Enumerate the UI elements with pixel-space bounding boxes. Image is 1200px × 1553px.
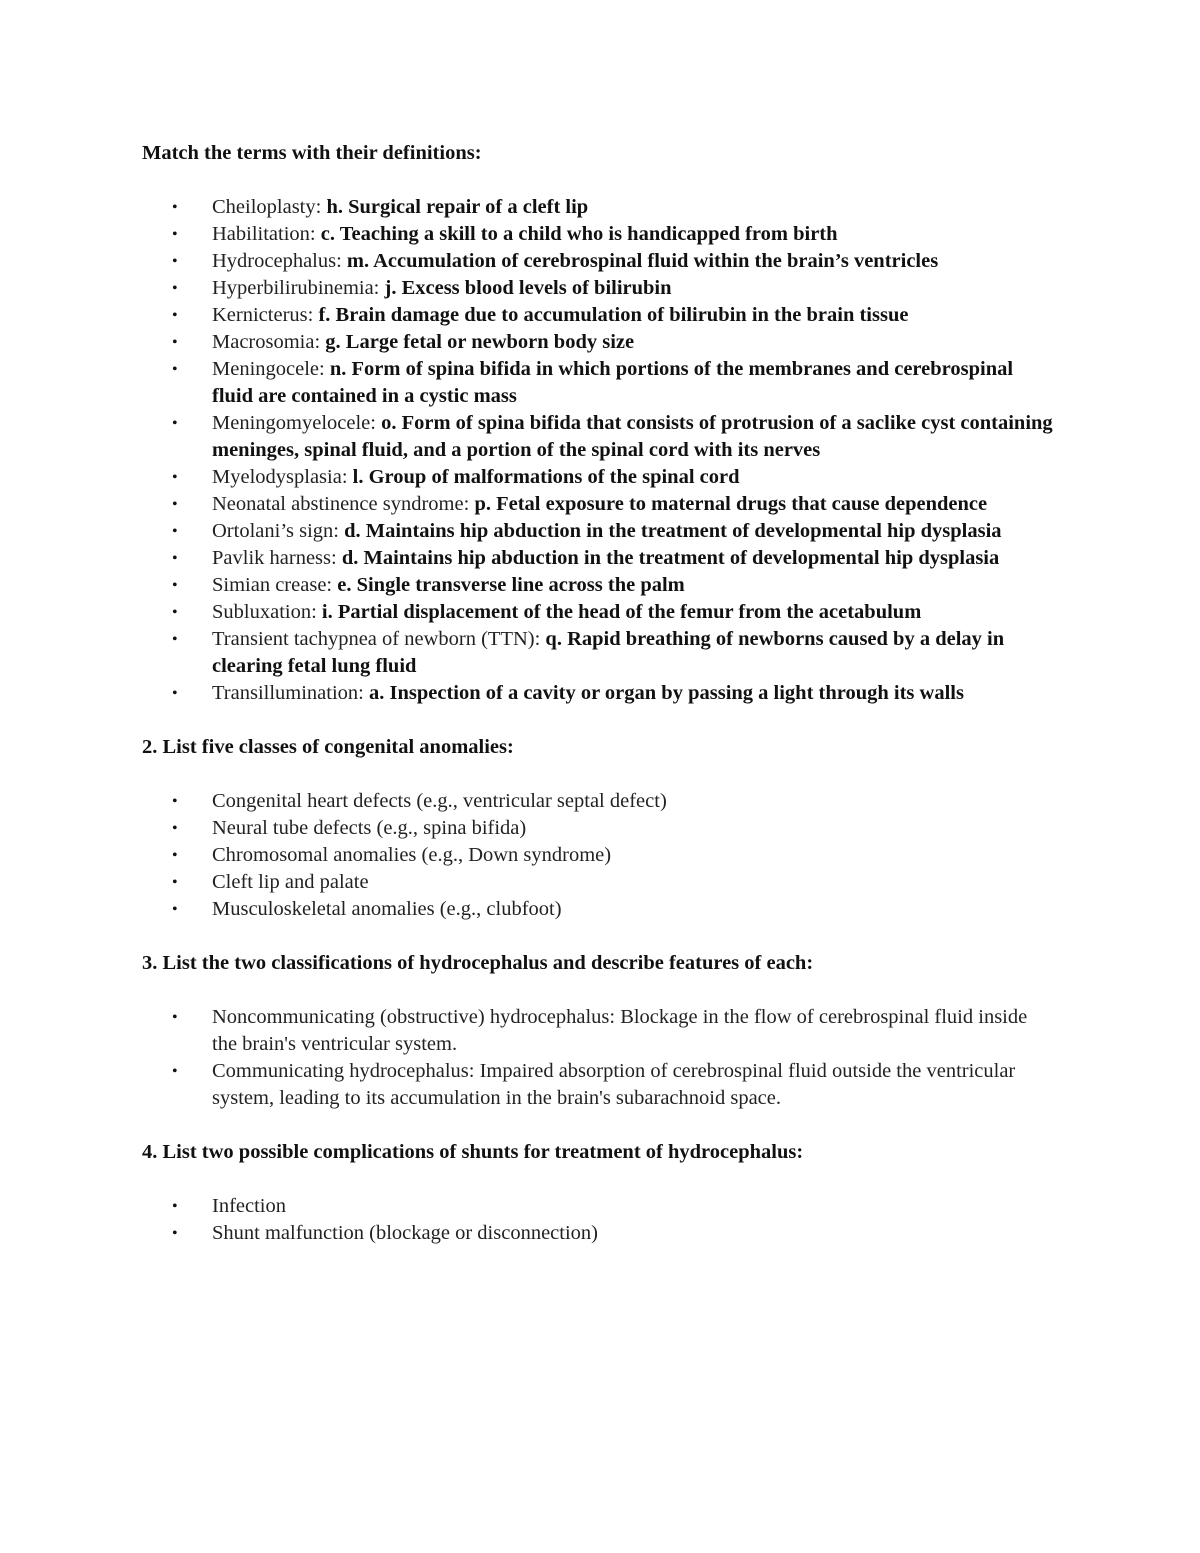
term-label: Subluxation: [212,601,322,623]
bullet-icon: • [172,1009,178,1026]
list-item-text: Neural tube defects (e.g., spina bifida) [212,817,527,839]
bullet-icon: • [172,550,178,567]
section-match-terms [142,140,1057,707]
list-item [142,545,1057,572]
list-item [142,491,1057,518]
list-item [142,815,1057,842]
classification-list [142,1004,1057,1112]
list-item-text: Congenital heart defects (e.g., ventricular septal defect) [212,790,667,812]
section-congenital-anomalies [142,734,1057,923]
list-item-text: Cleft lip and palate [212,871,369,893]
bullet-icon: • [172,307,178,324]
definition-text: f. Brain damage due to accumulation of bilirubin in the brain tissue [318,304,909,326]
list-item [142,788,1057,815]
definition-text: h. Surgical repair of a cleft lip [326,196,589,218]
list-item [142,464,1057,491]
bullet-icon: • [172,793,178,810]
list-item [142,626,1057,680]
bullet-icon: • [172,253,178,270]
definition-text: l. Group of malformations of the spinal cord [352,466,740,488]
list-item [142,1193,1057,1220]
term-label: Macrosomia: [212,331,326,353]
bullet-icon: • [172,820,178,837]
definition-text: e. Single transverse line across the palm [337,574,685,596]
list-item [142,356,1057,410]
list-item [142,518,1057,545]
definition-text: j. Excess blood levels of bilirubin [384,277,672,299]
term-label: Transient tachypnea of newborn (TTN): [212,628,546,650]
bullet-icon: • [172,604,178,621]
section-heading: 2. List five classes of congenital anomalies: [142,736,514,758]
definition-text: d. Maintains hip abduction in the treatment of developmental hip dysplasia [341,547,1000,569]
bullet-icon: • [172,334,178,351]
list-item [142,896,1057,923]
list-item [142,248,1057,275]
definition-text: o. Form of spina bifida that consists of protrusion of a saclike cyst containing meninges, spinal fluid, and a portion of the spinal cord with its nerves [212,412,1053,461]
list-item [142,680,1057,707]
term-label: Meningocele: [212,358,330,380]
list-item-text: Shunt malfunction (blockage or disconnection) [212,1222,598,1244]
term-label: Transillumination: [212,682,369,704]
list-item-text: Chromosomal anomalies (e.g., Down syndrome) [212,844,612,866]
section-heading: 4. List two possible complications of shunts for treatment of hydrocephalus: [142,1141,804,1163]
term-label: Meningomyelocele: [212,412,382,434]
definition-text: c. Teaching a skill to a child who is handicapped from birth [320,223,838,245]
definition-text: m. Accumulation of cerebrospinal fluid within the brain’s ventricles [346,250,939,272]
bullet-icon: • [172,874,178,891]
definition-list [142,194,1057,707]
term-label: Pavlik harness: [212,547,342,569]
document-page [142,140,1057,1274]
bullet-icon: • [172,361,178,378]
term-label: Ortolani’s sign: [212,520,345,542]
complication-list [142,1193,1057,1247]
definition-text: d. Maintains hip abduction in the treatment of developmental hip dysplasia [344,520,1002,542]
list-item [142,842,1057,869]
bullet-icon: • [172,577,178,594]
section-heading: Match the terms with their definitions: [142,142,482,164]
term-label: Neonatal abstinence syndrome: [212,493,475,515]
bullet-icon: • [172,523,178,540]
bullet-icon: • [172,847,178,864]
section-heading: 3. List the two classifications of hydrocephalus and describe features of each: [142,952,814,974]
list-item [142,329,1057,356]
list-item [142,302,1057,329]
definition-text: a. Inspection of a cavity or organ by passing a light through its walls [369,682,964,704]
definition-text: n. Form of spina bifida in which portions of the membranes and cerebrospinal fluid are contained in a cystic mass [212,358,1014,407]
list-item [142,869,1057,896]
term-label: Simian crease: [212,574,338,596]
bullet-icon: • [172,631,178,648]
bullet-icon: • [172,1225,178,1242]
list-item [142,572,1057,599]
term-label: Cheiloplasty: [212,196,327,218]
bullet-icon: • [172,1063,178,1080]
list-item [142,410,1057,464]
list-item [142,1220,1057,1247]
list-item [142,221,1057,248]
term-label: Kernicterus: [212,304,319,326]
term-label: Habilitation: [212,223,321,245]
bullet-icon: • [172,901,178,918]
bullet-icon: • [172,1198,178,1215]
list-item [142,1004,1057,1058]
bullet-icon: • [172,685,178,702]
section-shunt-complications [142,1139,1057,1247]
bullet-icon: • [172,469,178,486]
anomaly-list [142,788,1057,923]
definition-text: q. Rapid breathing of newborns caused by a delay in clearing fetal lung fluid [212,628,1005,677]
list-item [142,275,1057,302]
list-item [142,194,1057,221]
list-item-text: Communicating hydrocephalus: Impaired absorption of cerebrospinal fluid outside the ventricular system, leading to its accumulation in the brain's subarachnoid space. [212,1060,1016,1109]
definition-text: p. Fetal exposure to maternal drugs that cause dependence [474,493,988,515]
section-hydrocephalus-classes [142,950,1057,1112]
bullet-icon: • [172,199,178,216]
list-item-text: Infection [212,1195,286,1217]
term-label: Myelodysplasia: [212,466,353,488]
term-label: Hyperbilirubinemia: [212,277,385,299]
bullet-icon: • [172,280,178,297]
bullet-icon: • [172,496,178,513]
bullet-icon: • [172,226,178,243]
term-label: Hydrocephalus: [212,250,347,272]
definition-text: g. Large fetal or newborn body size [325,331,635,353]
list-item-text: Noncommunicating (obstructive) hydrocephalus: Blockage in the flow of cerebrospinal fluid inside the brain's ventricular system. [212,1006,1028,1055]
list-item [142,599,1057,626]
bullet-icon: • [172,415,178,432]
definition-text: i. Partial displacement of the head of the femur from the acetabulum [321,601,922,623]
list-item [142,1058,1057,1112]
list-item-text: Musculoskeletal anomalies (e.g., clubfoot) [212,898,562,920]
